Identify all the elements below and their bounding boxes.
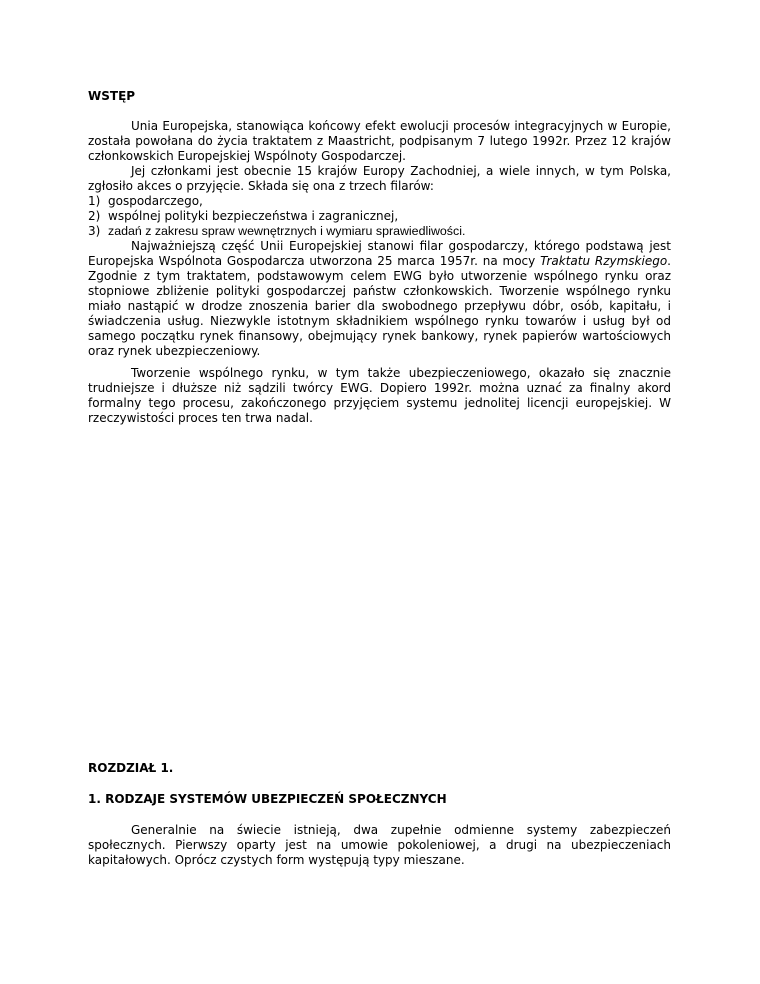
section-heading: 1. RODZAJE SYSTEMÓW UBEZPIECZEŃ SPOŁECZNYCH bbox=[88, 792, 447, 806]
intro-paragraph-3 bbox=[88, 239, 671, 359]
treaty-name: Traktatu Rzymskiego bbox=[540, 254, 668, 268]
list-item-text: wspólnej polityki bezpieczeństwa i zagranicznej, bbox=[108, 209, 399, 223]
list-item-text: gospodarczego, bbox=[108, 194, 203, 208]
list-item bbox=[88, 224, 671, 239]
pillars-list bbox=[88, 194, 671, 239]
list-item-text: zadań z zakresu spraw wewnętrznych i wymiaru sprawiedliwości. bbox=[108, 224, 466, 238]
intro-paragraph-1: Unia Europejska, stanowiąca końcowy efekt ewolucji procesów integracyjnych w Europie, została powołana do życia traktatem z Maastricht, podpisanym 7 lutego 1992r. Przez 12 krajów członkowskich Europejskiej Wspólnoty Gospodarczej. bbox=[88, 119, 671, 163]
list-item bbox=[88, 194, 671, 209]
document-page bbox=[88, 0, 671, 984]
intro-paragraph-4: Tworzenie wspólnego rynku, w tym także ubezpieczeniowego, okazało się znacznie trudniejsze i dłuższe niż sądzili twórcy EWG. Dopiero 1992r. można uznać za finalny akord formalny tego procesu, zakończonego przyjęciem systemu jednolitej licencji europejskiej. W rzeczywistości proces ten trwa nadal. bbox=[88, 366, 671, 425]
chapter-heading: ROZDZIAŁ 1. bbox=[88, 761, 174, 775]
intro-text-block bbox=[88, 119, 671, 359]
chapter-text-block bbox=[88, 823, 671, 868]
intro-heading: WSTĘP bbox=[88, 89, 136, 103]
paragraph-3-text-end: . Zgodnie z tym traktatem, podstawowym celem EWG było utworzenie wspólnego rynku oraz stopniowe zbliżenie polityki gospodarczej państw członkowskich. Tworzenie wspólnego rynku miało nastąpić w drodze znoszenia barier dla swobodnego przepływu dóbr, osób, kapitału, i świadczenia usług. Niezwykle istotnym składnikiem wspólnego rynku towarów i usług był od samego początku rynek finansowy, obejmujący rynek bankowy, rynek papierów wartościowych oraz rynek ubezpieczeniowy. bbox=[88, 254, 671, 358]
list-item bbox=[88, 209, 671, 224]
intro-closing-block bbox=[88, 366, 671, 426]
chapter-paragraph-1: Generalnie na świecie istnieją, dwa zupełnie odmienne systemy zabezpieczeń społecznych. Pierwszy oparty jest na umowie pokoleniowej, a drugi na ubezpieczeniach kapitałowych. Oprócz czystych form występują typy mieszane. bbox=[88, 823, 671, 867]
list-item-number: 3) bbox=[88, 224, 101, 238]
list-item-number: 1) bbox=[88, 194, 101, 208]
list-item-number: 2) bbox=[88, 209, 101, 223]
intro-paragraph-2: Jej członkami jest obecnie 15 krajów Europy Zachodniej, a wiele innych, w tym Polska, zgłosiło akces o przyjęcie. Składa się ona z trzech filarów: bbox=[88, 164, 671, 193]
paragraph-3-text-start: Najważniejszą część Unii Europejskiej stanowi filar gospodarczy, którego podstawą jest Europejska Wspólnota Gospodarcza utworzona 25 marca 1957r. na mocy bbox=[88, 239, 671, 268]
